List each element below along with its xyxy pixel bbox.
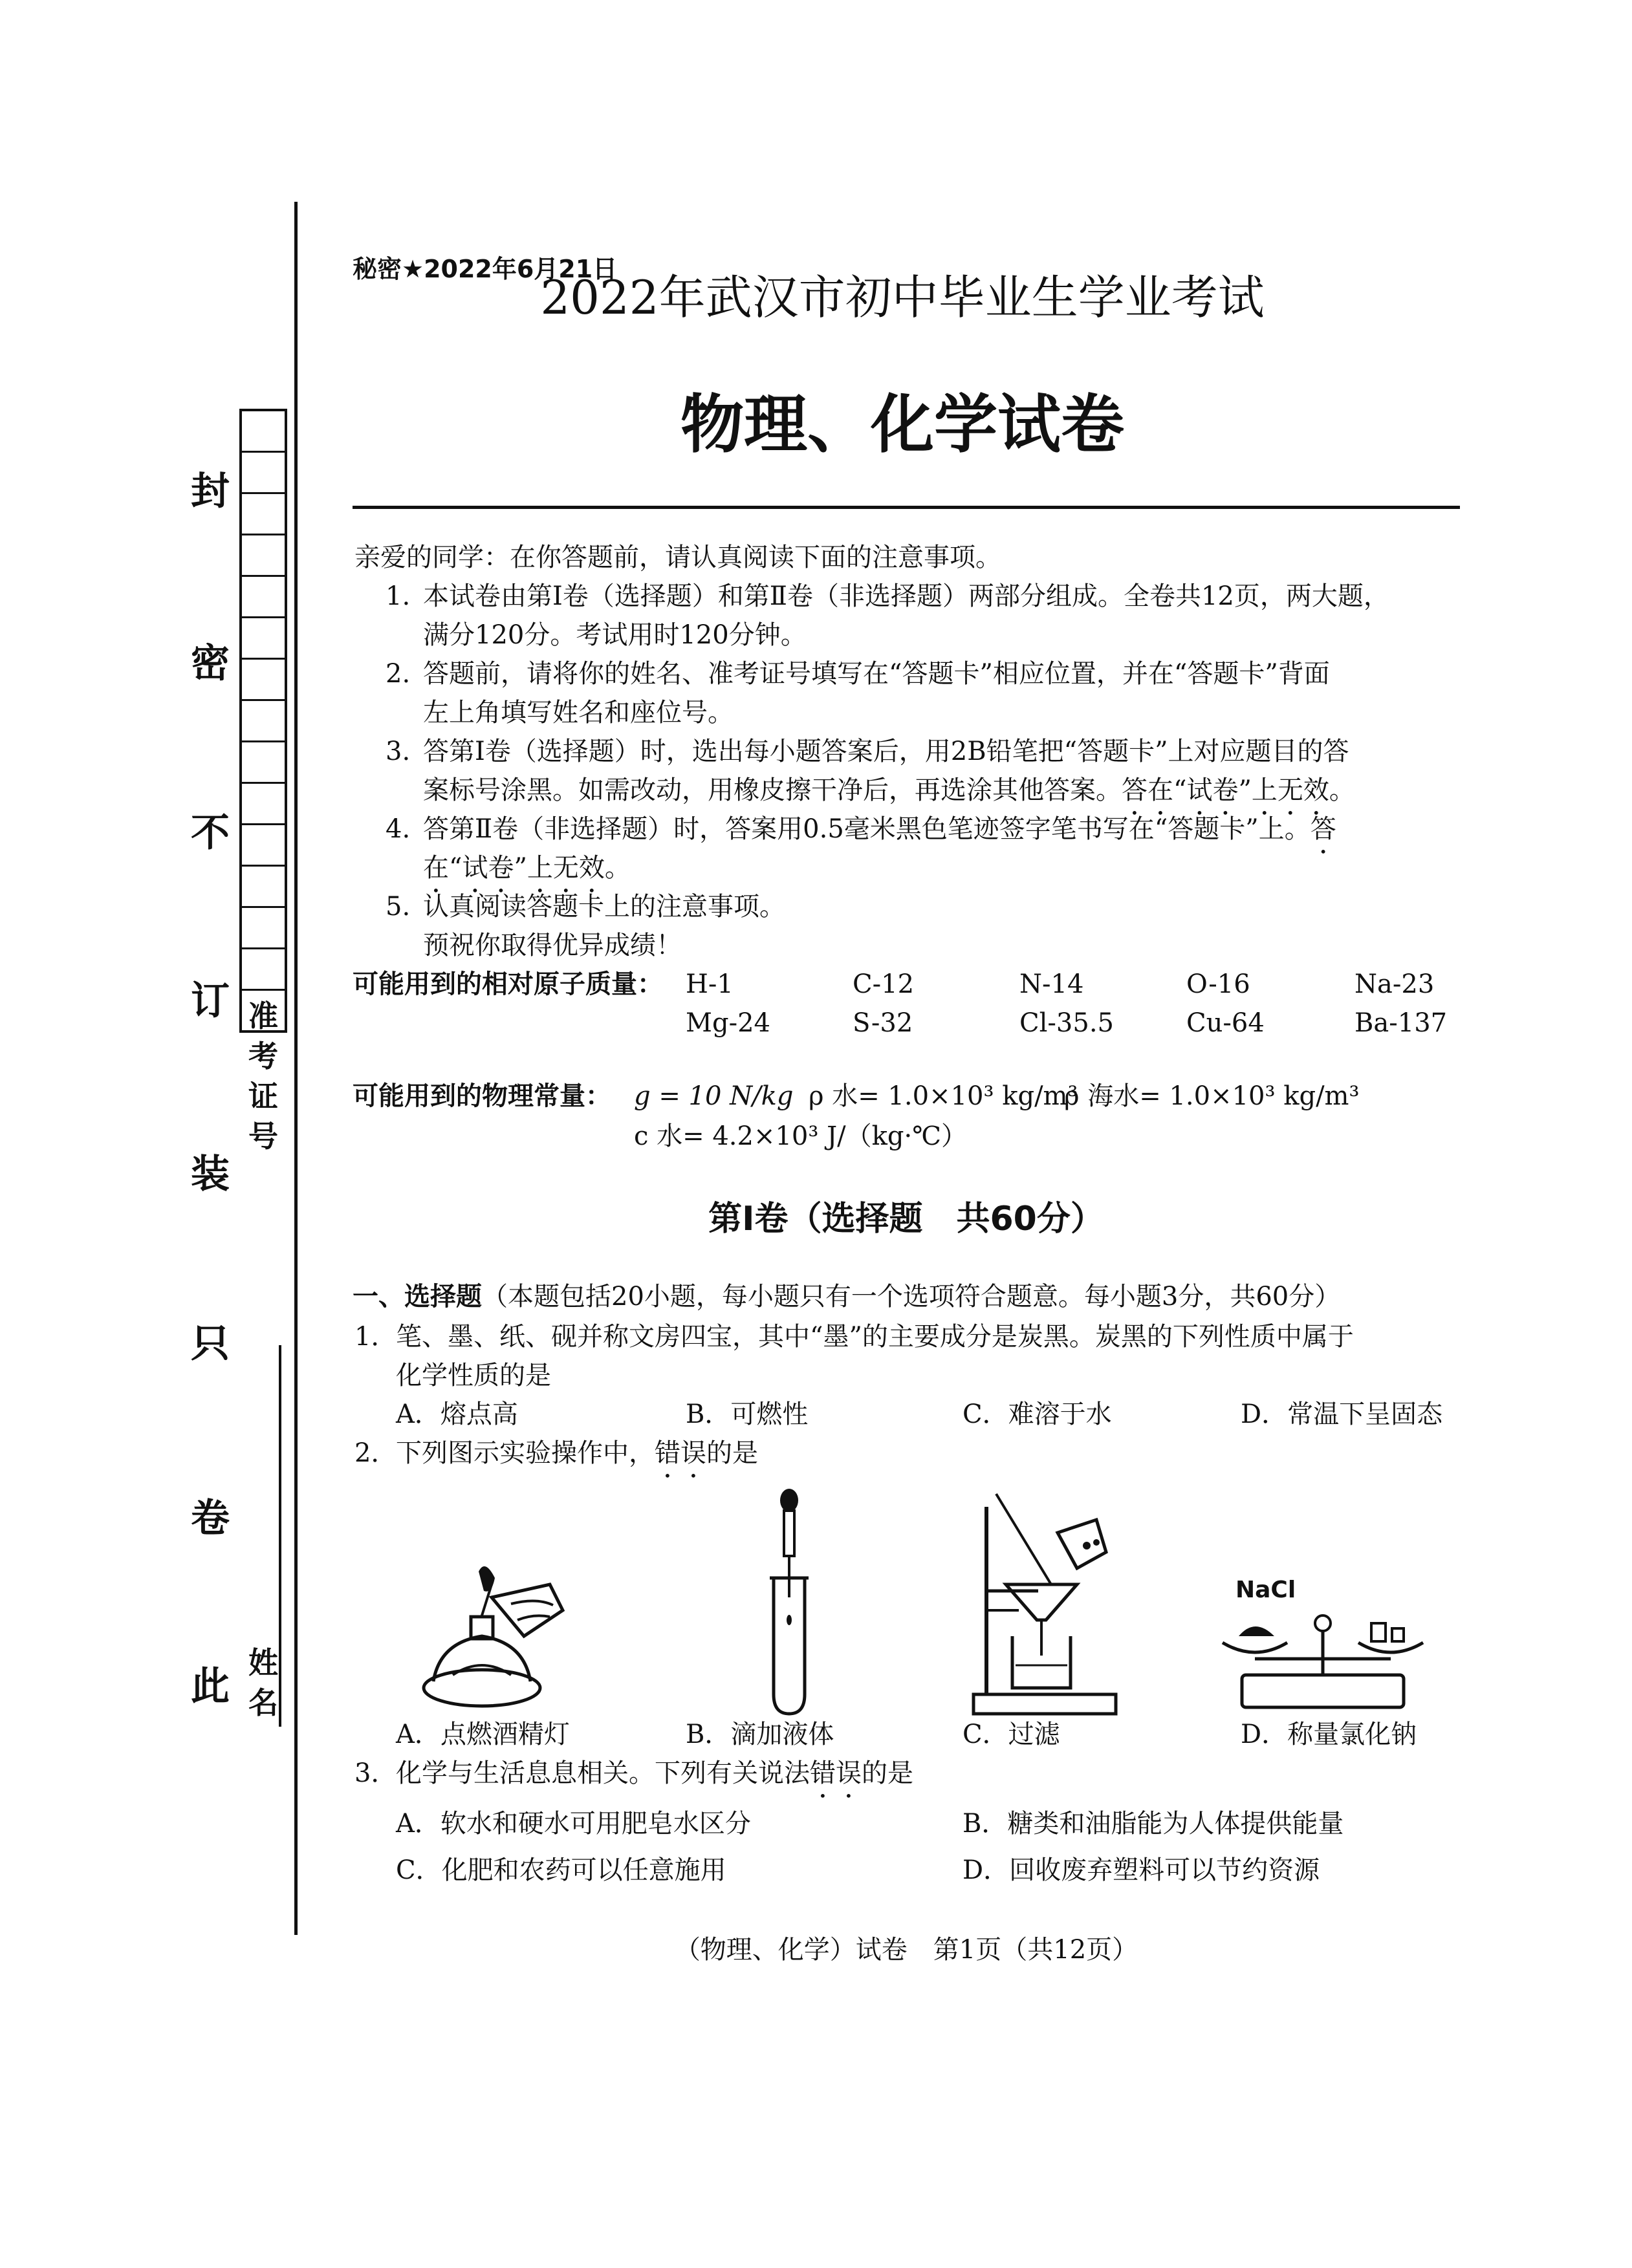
constants-label: 可能用到的物理常量：	[353, 1081, 611, 1111]
seal-char: 订	[191, 978, 230, 1024]
alcohol-lamp-figure	[414, 1559, 582, 1714]
figure-caption: C．过滤	[963, 1720, 1060, 1749]
page-footer: （物理、化学）试卷 第1页（共12页）	[674, 1935, 1138, 1965]
atomic-mass: H-1	[686, 969, 734, 999]
notice-num: 3.	[386, 737, 411, 766]
atomic-mass: O-16	[1186, 969, 1250, 999]
constant-c-water: c 水= 4.2×10³ J/（kg·℃）	[634, 1121, 967, 1151]
notice-line: 答第Ⅰ卷（选择题）时，选出每小题答案后，用2B铅笔把“答题卡”上对应题目的答	[423, 737, 1349, 766]
exam-title: 2022年武汉市初中毕业生学业考试	[540, 270, 1265, 325]
notice-line: 满分120分。考试用时120分钟。	[423, 620, 807, 650]
question-stem: 化学性质的是	[396, 1361, 551, 1390]
seal-char: 只	[191, 1321, 230, 1366]
emphasis-text: 答在“试卷”上无效。	[1122, 775, 1355, 805]
figure-caption: A．点燃酒精灯	[396, 1720, 570, 1749]
option: C．难溶于水	[963, 1399, 1112, 1429]
seal-char: 不	[191, 810, 230, 856]
atomic-mass-label: 可能用到的相对原子质量：	[353, 969, 663, 999]
option: A．熔点高	[396, 1399, 518, 1429]
emphasis-text: 答	[1310, 814, 1336, 844]
notice-line: 左上角填写姓名和座位号。	[423, 698, 734, 728]
notice-num: 2.	[386, 659, 411, 689]
seal-char: 密	[191, 641, 230, 686]
constant-rho-water: ρ 水= 1.0×10³ kg/m³	[809, 1081, 1078, 1111]
question-number: 3．	[354, 1758, 397, 1788]
question-stem: 下列图示实验操作中，错误的是	[396, 1438, 758, 1468]
atomic-mass: C-12	[853, 969, 915, 999]
paper-subtitle: 物理、化学试卷	[680, 388, 1124, 462]
notice-line: 答题前，请将你的姓名、准考证号填写在“答题卡”相应位置，并在“答题卡”背面	[423, 659, 1330, 689]
filtration-figure	[961, 1481, 1129, 1720]
option: D．回收废弃塑料可以节约资源	[963, 1855, 1320, 1885]
section-heading: 一、选择题（本题包括20小题，每小题只有一个选项符合题意。每小题3分，共60分）	[353, 1282, 1341, 1312]
notice-num: 5.	[386, 892, 411, 922]
secret-date: 秘密★2022年6月21日	[353, 255, 618, 283]
atomic-mass: N-14	[1019, 969, 1084, 999]
option: C．化肥和农药可以任意施用	[396, 1855, 726, 1885]
notice-line: 案标号涂黑。如需改动，用橡皮擦干净后，再选涂其他答案。答在“试卷”上无效。	[423, 775, 1355, 805]
option: D．常温下呈固态	[1241, 1399, 1443, 1429]
atomic-mass: Cl-35.5	[1019, 1008, 1114, 1038]
exam-number-label: 准考证号	[248, 999, 278, 1154]
emphasis-text: 在“试卷”上无效。	[423, 853, 631, 883]
seal-char: 装	[191, 1152, 230, 1197]
seal-char: 卷	[191, 1496, 230, 1541]
atomic-mass: Mg-24	[686, 1008, 770, 1038]
notice-line: 答第Ⅱ卷（非选择题）时，答案用0.5毫米黑色笔迹签字笔书写在“答题卡”上。答	[423, 814, 1336, 844]
atomic-mass: S-32	[853, 1008, 913, 1038]
notice-num: 4.	[386, 814, 411, 844]
notice-line: 预祝你取得优异成绩！	[423, 931, 682, 960]
notice-num: 1.	[386, 581, 411, 611]
notice-line: 认真阅读答题卡上的注意事项。	[423, 892, 785, 922]
section-title: 第Ⅰ卷（选择题 共60分）	[708, 1200, 1104, 1238]
seal-char: 封	[191, 469, 230, 514]
binding-line	[294, 202, 298, 1935]
balance-figure	[1216, 1604, 1430, 1714]
notice-intro: 亲爱的同学：在你答题前，请认真阅读下面的注意事项。	[354, 543, 1001, 572]
constant-g: g = 10 N/kg	[634, 1081, 794, 1111]
question-number: 2．	[354, 1438, 397, 1468]
atomic-mass: Cu-64	[1186, 1008, 1265, 1038]
figure-caption: B．滴加液体	[686, 1720, 834, 1749]
notice-line: 本试卷由第Ⅰ卷（选择题）和第Ⅱ卷（非选择题）两部分组成。全卷共12页，两大题，	[423, 581, 1389, 611]
figure-caption: D．称量氯化钠	[1241, 1720, 1417, 1749]
atomic-mass: Ba-137	[1355, 1008, 1448, 1038]
option: A．软水和硬水可用肥皂水区分	[396, 1809, 751, 1839]
question-stem: 笔、墨、纸、砚并称文房四宝，其中“墨”的主要成分是炭黑。炭黑的下列性质中属于	[396, 1322, 1354, 1352]
option: B．糖类和油脂能为人体提供能量	[963, 1809, 1344, 1839]
atomic-mass: Na-23	[1355, 969, 1435, 999]
name-label: 姓名	[248, 1645, 278, 1720]
question-number: 1．	[354, 1322, 397, 1352]
dropper-test-tube-figure	[750, 1487, 828, 1720]
option: B．可燃性	[686, 1399, 809, 1429]
constant-rho-seawater: ρ 海水= 1.0×10³ kg/m³	[1064, 1081, 1360, 1111]
exam-number-boxes[interactable]	[239, 409, 287, 1033]
nacl-label: NaCl	[1235, 1577, 1296, 1603]
header-rule	[353, 506, 1460, 509]
question-stem: 化学与生活息息相关。下列有关说法错误的是	[396, 1758, 913, 1788]
seal-char: 此	[191, 1664, 230, 1709]
